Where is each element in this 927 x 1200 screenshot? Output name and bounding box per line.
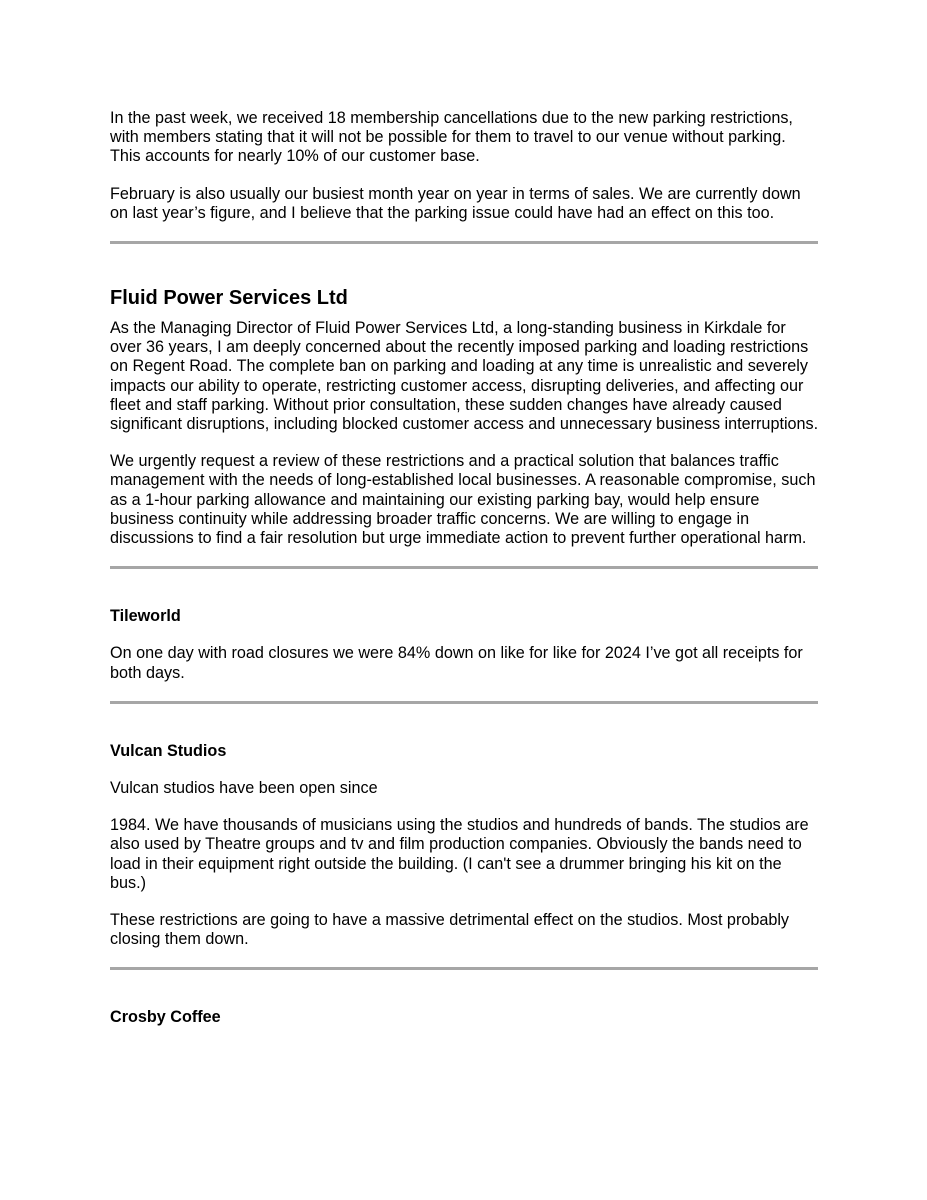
section-divider — [110, 241, 818, 244]
intro-paragraph-1: In the past week, we received 18 membership cancellations due to the new parking restrictions, with members stating that it will not be possible for them to travel to our venue without parking. This accounts for nearly 10% of our customer base. — [110, 109, 793, 166]
tileworld-paragraph-1: On one day with road closures we were 84% down on like for like for 2024 I’ve got all receipts for both days. — [110, 644, 803, 682]
fluid-power-heading: Fluid Power Services Ltd — [110, 287, 348, 310]
tileworld-section — [110, 607, 820, 683]
fluid-power-section — [110, 286, 820, 548]
crosby-section — [110, 1008, 820, 1027]
fluid-power-paragraph-2: We urgently request a review of these restrictions and a practical solution that balances traffic management with the needs of long-established local businesses. A reasonable compromise, such as a 1-hour parking allowance and maintaining our existing parking bay, would help ensure business continuity while addressing broader traffic concerns. We are willing to engage in discussions to find a fair resolution but urge immediate action to prevent further operational harm. — [110, 452, 816, 548]
tileworld-heading: Tileworld — [110, 607, 181, 626]
document-page — [110, 109, 820, 1028]
vulcan-paragraph-2: 1984. We have thousands of musicians using the studios and hundreds of bands. The studios are also used by Theatre groups and tv and film production companies. Obviously the bands need to load in their equipment right outside the building. (I can't see a drummer bringing his kit on the bus.) — [110, 816, 809, 892]
section-divider — [110, 967, 818, 970]
section-divider — [110, 701, 818, 704]
vulcan-section — [110, 742, 820, 950]
section-divider — [110, 566, 818, 569]
crosby-heading: Crosby Coffee — [110, 1008, 221, 1027]
vulcan-paragraph-1: Vulcan studios have been open since — [110, 779, 378, 798]
fluid-power-paragraph-1: As the Managing Director of Fluid Power Services Ltd, a long-standing business in Kirkdale for over 36 years, I am deeply concerned about the recently imposed parking and loading restrictions on Regent Road. The complete ban on parking and loading at any time is unrealistic and severely impacts our ability to operate, restricting customer access, disrupting deliveries, and affecting our fleet and staff parking. Without prior consultation, these sudden changes have already caused significant disruptions, including blocked customer access and unnecessary business interruptions. — [110, 319, 819, 434]
intro-paragraph-2: February is also usually our busiest month year on year in terms of sales. We are currently down on last year’s figure, and I believe that the parking issue could have had an effect on this too. — [110, 184, 801, 222]
vulcan-heading: Vulcan Studios — [110, 741, 227, 760]
intro-section — [110, 109, 820, 223]
vulcan-paragraph-3: These restrictions are going to have a massive detrimental effect on the studios. Most probably closing them down. — [110, 911, 790, 949]
